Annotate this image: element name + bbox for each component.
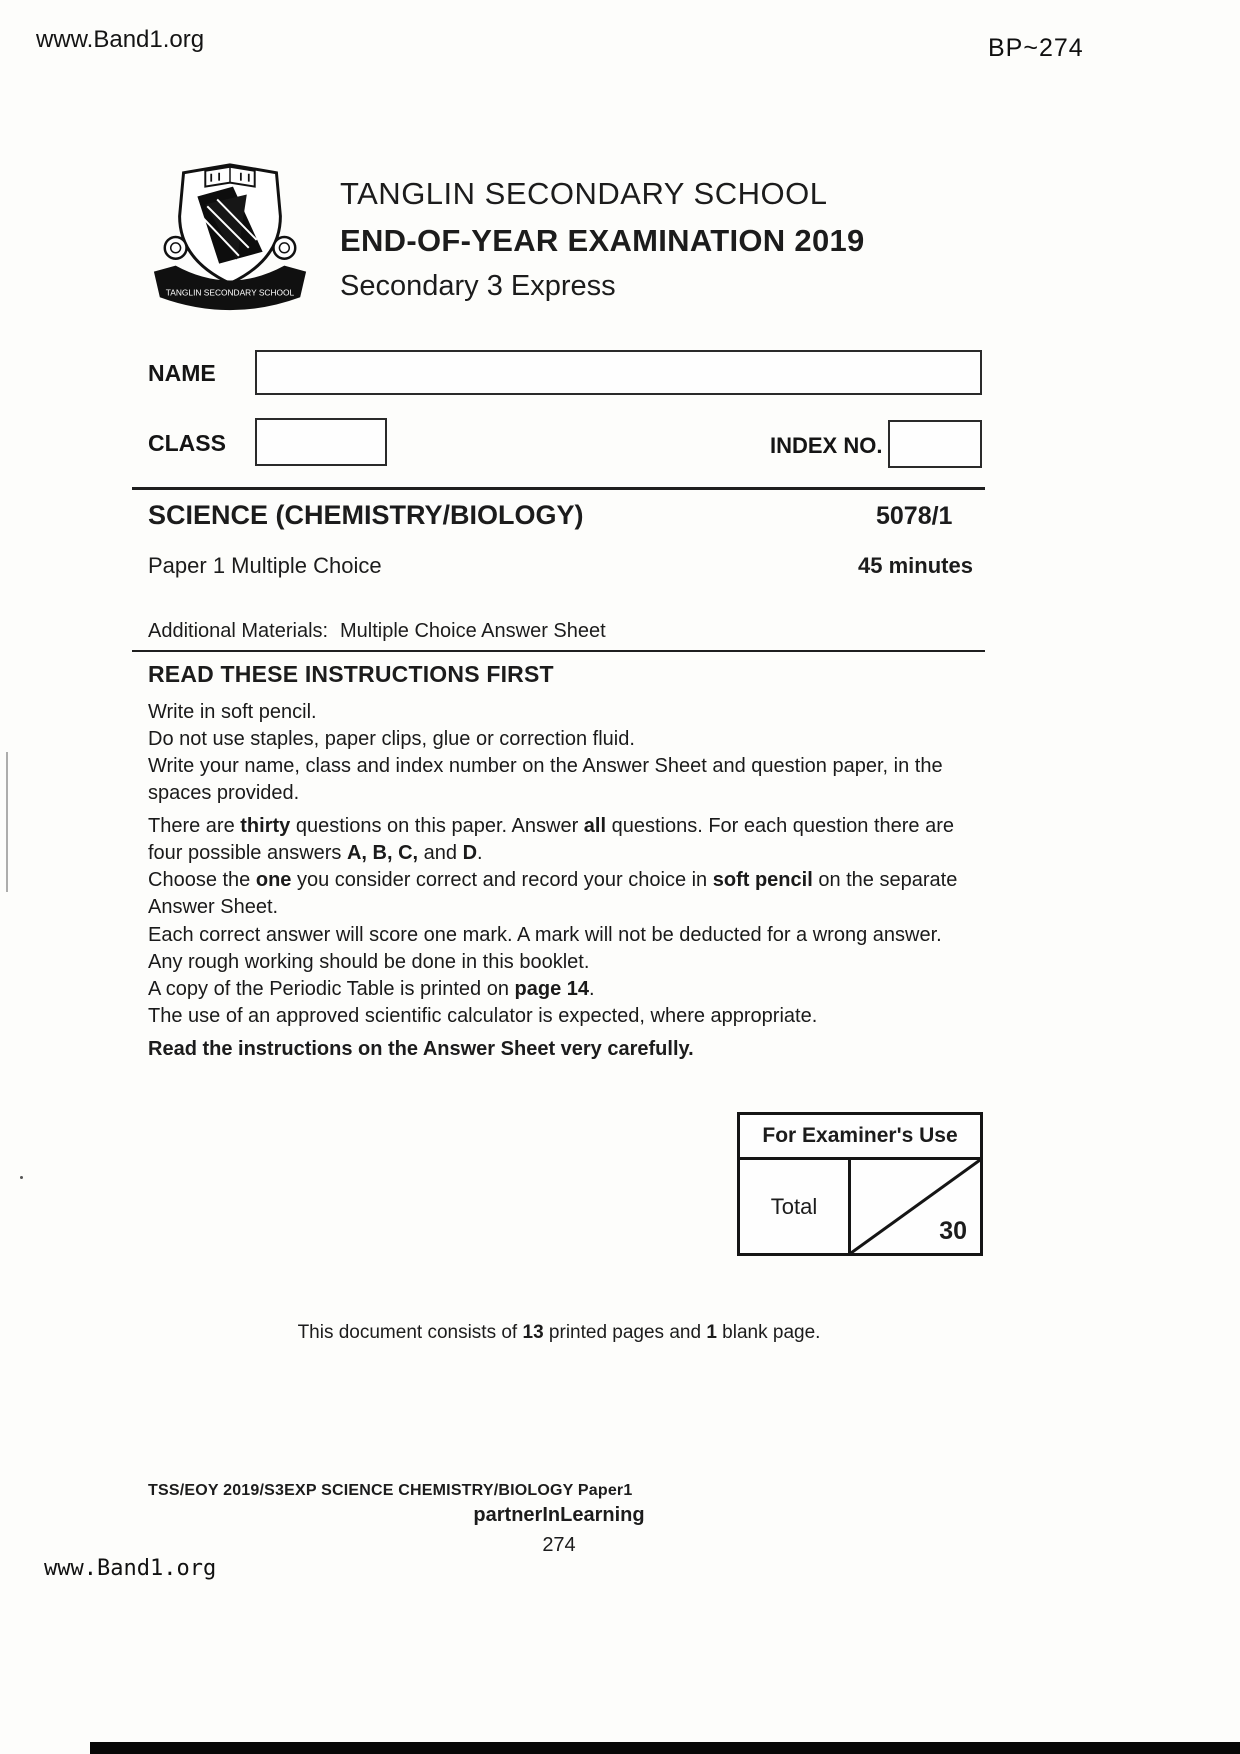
page-number: 274 <box>542 1534 576 1556</box>
paper-title: Paper 1 Multiple Choice <box>148 553 382 578</box>
class-input-box <box>255 418 387 466</box>
class-label: CLASS <box>148 430 226 456</box>
name-input-box <box>255 350 982 395</box>
examiner-box-title: For Examiner's Use <box>740 1115 980 1160</box>
instructions-final-note: Read the instructions on the Answer Sheet very carefully. <box>148 1038 694 1060</box>
examiner-use-box <box>737 1112 983 1256</box>
subject-title: SCIENCE (CHEMISTRY/BIOLOGY) <box>148 500 584 530</box>
header-titles <box>340 176 865 303</box>
document-reference: TSS/EOY 2019/S3EXP SCIENCE CHEMISTRY/BIOLOGY Paper1 <box>148 1482 633 1499</box>
crest-banner-text: TANGLIN SECONDARY SCHOOL <box>165 287 295 298</box>
bp-reference-code: BP~274 <box>988 34 1084 62</box>
index-no-label: INDEX NO. <box>770 433 883 458</box>
examiner-total-label: Total <box>770 1193 818 1219</box>
footer-center-block <box>133 1504 985 1557</box>
instructions-paragraph-1: Write in soft pencil. Do not use staples, paper clips, glue or correction fluid. Write your name, class and index number on the Answer Sheet and question paper, in the spaces provided. <box>148 701 943 804</box>
school-crest-logo <box>146 156 314 316</box>
watermark-top: www.Band1.org <box>36 26 205 53</box>
instructions-paragraph-3: Each correct answer will score one mark. A mark will not be deducted for a wrong answer. Any rough working should be done in this booklet. A copy of the Periodic Table is printed on page 14. The use of an approved scientific calculator is expected, where appropriate. <box>148 924 942 1027</box>
additional-materials-row <box>148 620 606 643</box>
scan-edge-bar <box>90 1742 1240 1754</box>
divider-rule-top <box>132 487 985 490</box>
exam-duration: 45 minutes <box>858 553 973 578</box>
scan-artifact-line <box>6 752 8 892</box>
exam-level: Secondary 3 Express <box>340 270 616 302</box>
crest-icon <box>146 156 314 316</box>
watermark-bottom: www.Band1.org <box>44 1556 217 1581</box>
additional-materials-label: Additional Materials: <box>148 620 329 642</box>
instructions-heading: READ THESE INSTRUCTIONS FIRST <box>148 661 554 687</box>
index-no-input-box <box>888 420 982 468</box>
examiner-total-row <box>740 1160 980 1253</box>
divider-rule-materials <box>132 650 985 652</box>
total-marks-value: 30 <box>939 1217 967 1245</box>
examiner-score-cell <box>848 1160 980 1253</box>
page-count-note: This document consists of 13 printed pages and 1 blank page. <box>297 1322 821 1343</box>
instructions-paragraph-2: There are thirty questions on this paper. Answer all questions. For each question there are four possible answers A, B, C, and D. Choose the one you consider correct and record your choice in soft pencil on the separate Answer Sheet. <box>148 815 958 918</box>
scan-artifact-dot <box>20 1176 23 1179</box>
additional-materials-value: Multiple Choice Answer Sheet <box>340 620 606 642</box>
name-label: NAME <box>148 360 216 386</box>
partner-in-learning-text: partnerInLearning <box>473 1504 645 1526</box>
school-name: TANGLIN SECONDARY SCHOOL <box>340 176 828 211</box>
paper-code: 5078/1 <box>876 502 953 530</box>
exam-title: END-OF-YEAR EXAMINATION 2019 <box>340 223 865 258</box>
